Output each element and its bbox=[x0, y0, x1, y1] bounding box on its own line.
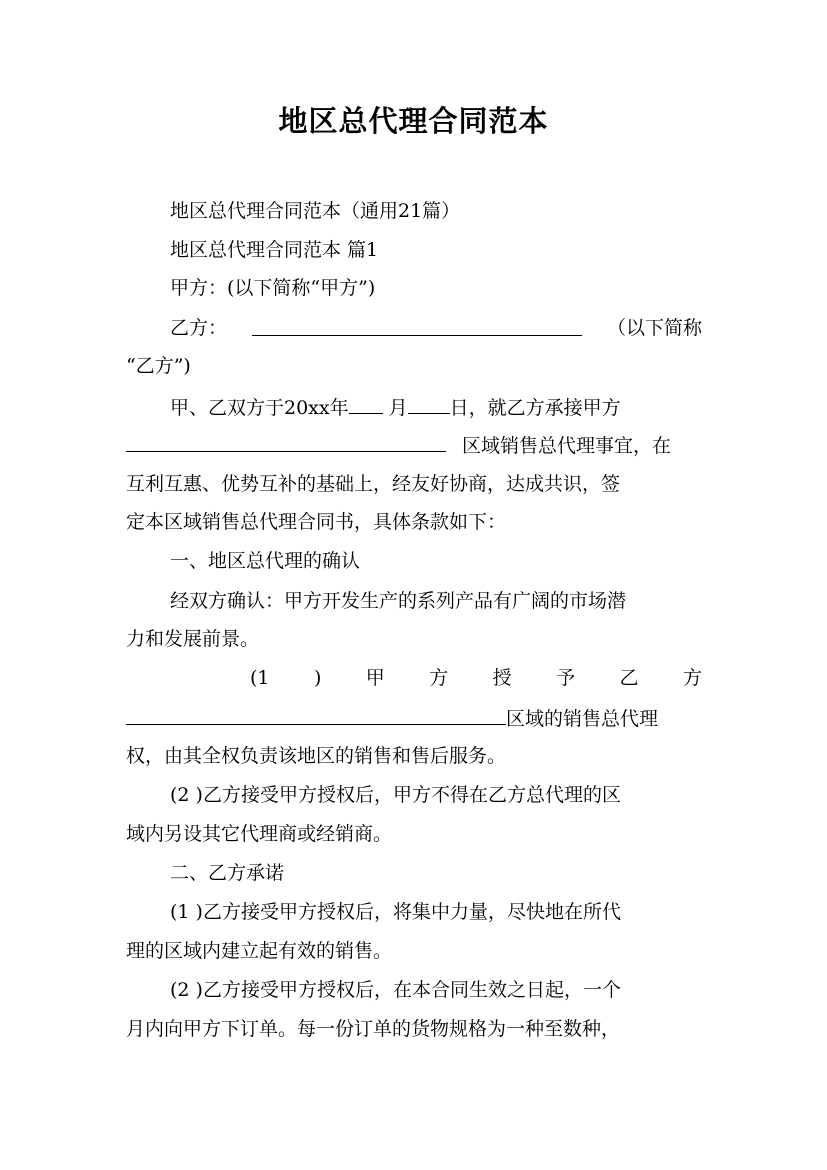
party-a-line: 甲方：(以下简称“甲方”) bbox=[170, 277, 376, 299]
grant-region-blank bbox=[126, 702, 506, 725]
party-b-label: 乙方： bbox=[170, 317, 228, 339]
paragraph-line: 权，由其全权负责该地区的销售和售后服务。 bbox=[126, 745, 507, 767]
paragraph-line: 域内另设其它代理商或经销商。 bbox=[126, 823, 393, 845]
grant-region-line: 区域的销售总代理 bbox=[126, 702, 702, 732]
clause-heading: 一、地区总代理的确认 bbox=[170, 550, 361, 572]
subtitle-line: 地区总代理合同范本（通用21篇） bbox=[170, 200, 461, 222]
grant-line: (1 ) 甲 方 授 予 乙 方 bbox=[250, 667, 702, 689]
paragraph-line: (2 )乙方接受甲方授权后，甲方不得在乙方总代理的区 bbox=[170, 784, 621, 806]
region-blank bbox=[126, 429, 446, 452]
section-heading: 地区总代理合同范本 篇1 bbox=[170, 239, 379, 261]
clause-heading: 二、乙方承诺 bbox=[170, 862, 285, 884]
party-b-blank bbox=[252, 313, 582, 336]
month-blank bbox=[349, 391, 383, 414]
party-b-note: （以下简称 bbox=[606, 317, 702, 339]
paragraph-line: 互利互惠、优势互补的基础上，经友好协商，达成共识，签 bbox=[126, 473, 621, 495]
paragraph-line: “乙方”) bbox=[126, 355, 191, 377]
document-title: 地区总代理合同范本 bbox=[278, 104, 549, 138]
paragraph-line: (1 )乙方接受甲方授权后，将集中力量，尽快地在所代 bbox=[170, 901, 621, 923]
paragraph-line: 理的区域内建立起有效的销售。 bbox=[126, 940, 393, 962]
paragraph-line: (2 )乙方接受甲方授权后，在本合同生效之日起，一个 bbox=[170, 979, 621, 1001]
party-b-line bbox=[170, 313, 702, 343]
paragraph-line: 力和发展前景。 bbox=[126, 628, 260, 650]
day-blank bbox=[408, 391, 450, 414]
paragraph-line: 经双方确认：甲方开发生产的系列产品有广阔的市场潜 bbox=[170, 590, 627, 612]
paragraph-line: 月内向甲方下订单。每一份订单的货物规格为一种至数种， bbox=[126, 1018, 621, 1040]
paragraph-line: 定本区域销售总代理合同书，具体条款如下： bbox=[126, 511, 507, 533]
agreement-date-line: 甲、乙双方于20xx年 月 日，就乙方承接甲方 bbox=[170, 391, 702, 421]
region-line: 区域销售总代理事宜，在 bbox=[126, 429, 702, 459]
